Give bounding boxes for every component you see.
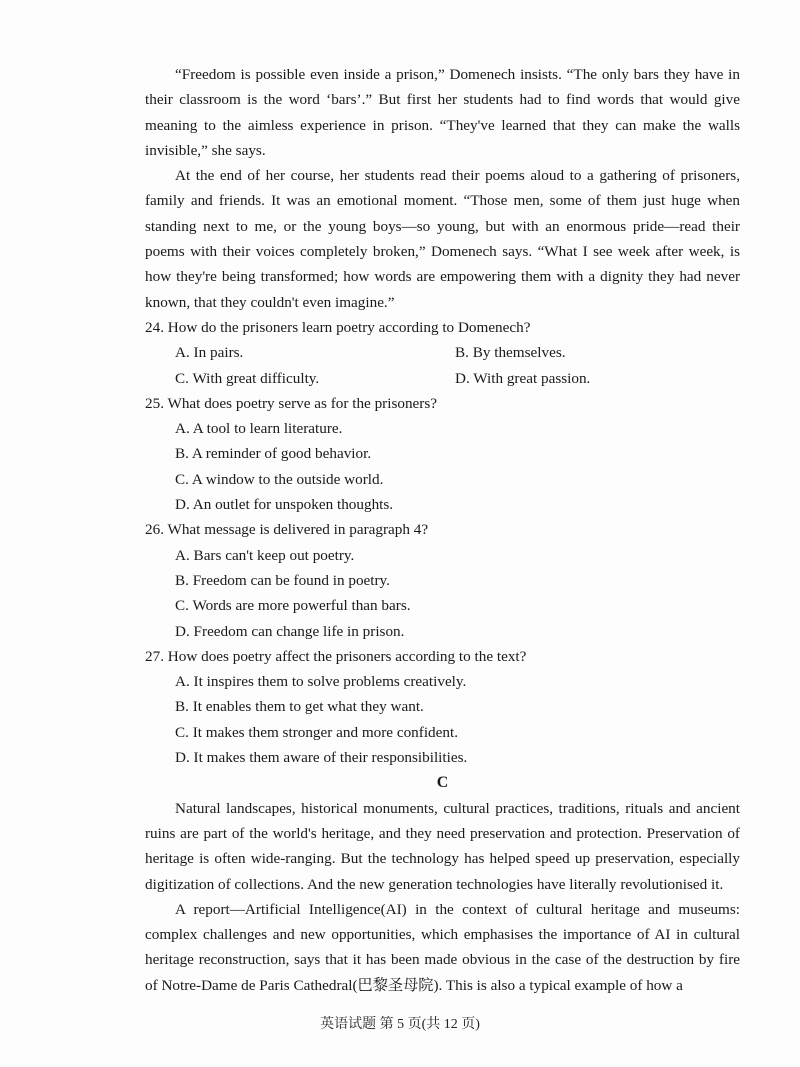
question-26	[145, 517, 740, 643]
section-c-title: C	[436, 774, 449, 792]
section-c-paragraph-1: Natural landscapes, historical monuments, cultural practices, traditions, rituals and ancient ruins are part of the world's heritage, and they need preservation and protection. Preservation of heritage is often wide-ranging. But the technology has helped speed up preservation, especially digitization of collections. And the new generation technologies have literally revolutionised it.	[145, 799, 740, 893]
option-a: A. In pairs.	[175, 344, 244, 362]
page-content	[145, 62, 740, 998]
option-d: D. With great passion.	[455, 369, 591, 387]
option-c: C. A window to the outside world.	[175, 470, 384, 488]
page-footer: 英语试题 第 5 页(共 12 页)	[320, 1017, 480, 1032]
question-27	[145, 644, 740, 770]
option-c: C. With great difficulty.	[175, 369, 320, 387]
option-c: C. Words are more powerful than bars.	[175, 597, 411, 615]
passage-b-paragraph-1: “Freedom is possible even inside a prison,” Domenech insists. “The only bars they have in their classroom is the word ‘bars’.” But first her students had to find words that would give meaning to the aimless experience in prison. “They've learned that they can make the walls invisible,” she says.	[145, 66, 740, 159]
option-c: C. It makes them stronger and more confident.	[175, 723, 459, 741]
question-stem: 24. How do the prisoners learn poetry according to Domenech?	[145, 318, 531, 336]
question-stem: 27. How does poetry affect the prisoners according to the text?	[145, 647, 527, 665]
option-b: B. By themselves.	[455, 344, 566, 362]
option-a: A. A tool to learn literature.	[175, 420, 343, 438]
question-stem: 25. What does poetry serve as for the prisoners?	[145, 394, 437, 412]
option-row	[145, 366, 740, 391]
option-a: A. It inspires them to solve problems creatively.	[175, 673, 467, 691]
section-c-paragraph-2: A report—Artificial Intelligence(AI) in the context of cultural heritage and museums: complex challenges and new opportunities, which emphasises the importance of AI in cultural heritage reconstruction, says that it has been made obvious in the case of the destruction by fire of Notre-Dame de Paris Cathedral(巴黎圣母院). This is also a typical example of how a	[145, 900, 740, 994]
question-25	[145, 391, 740, 517]
option-d: D. Freedom can change life in prison.	[175, 622, 405, 640]
option-d: D. An outlet for unspoken thoughts.	[175, 496, 394, 514]
option-row	[145, 340, 740, 365]
question-stem: 26. What message is delivered in paragraph 4?	[145, 521, 429, 539]
option-b: B. Freedom can be found in poetry.	[175, 571, 390, 589]
option-b: B. It enables them to get what they want.	[175, 698, 424, 716]
option-b: B. A reminder of good behavior.	[175, 445, 372, 463]
question-24	[145, 315, 740, 391]
option-d: D. It makes them aware of their responsibilities.	[175, 749, 468, 767]
passage-b-paragraph-2: At the end of her course, her students read their poems aloud to a gathering of prisoners, family and friends. It was an emotional moment. “Those men, some of them just huge when standing next to me, or the young boys—so young, but with an enormous pride—read their poems with their voices completely broken,” Domenech says. “What I see week after week, is how they're being transformed; how words are empowering them with a dignity they had never known, that they couldn't even imagine.”	[145, 167, 740, 311]
option-a: A. Bars can't keep out poetry.	[175, 546, 355, 564]
